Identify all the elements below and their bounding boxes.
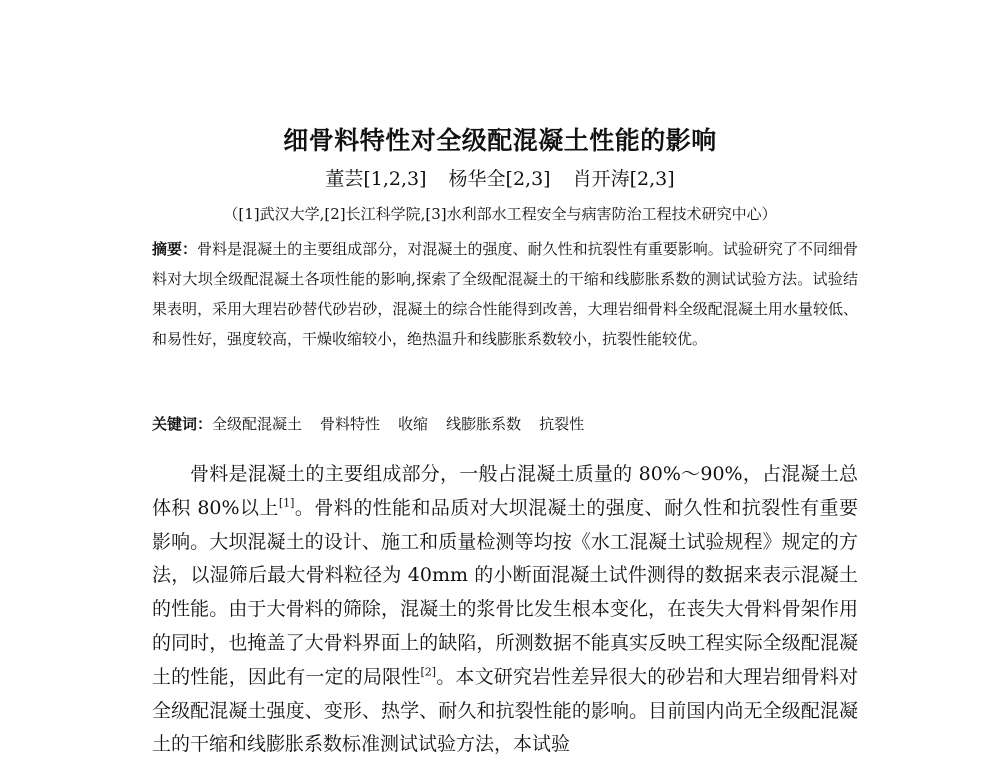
paper-title: 细骨料特性对全级配混凝土性能的影响 [283,126,717,155]
keyword: 抗裂性 [539,415,585,433]
body-text-segment: 。骨料的性能和品质对大坝混凝土的强度、耐久性和抗裂性有重要影响。大坝混凝土的设计、施工和质量检测等均按《水工混凝土试验规程》规定的方法，以湿筛后最大骨料粒径为 40mm 的小断面混凝土试件测得的数据来表示混凝土的性能。由于大骨料的筛除，混凝土的浆骨比发生根本变化，在丧失大骨料骨架作用的同时，也掩盖了大骨料界面上的缺陷，所测数据不能真实反映工程实际全级配混凝土的性能，因此有一定的局限性 [152,496,858,688]
abstract-text: 骨料是混凝土的主要组成部分，对混凝土的强度、耐久性和抗裂性有重要影响。试验研究了不同细骨料对大坝全级配混凝土各项性能的影响,探索了全级配混凝土的干缩和线膨胀系数的测试试验方法。试验结果表明，采用大理岩砂替代砂岩砂，混凝土的综合性能得到改善，大理岩细骨料全级配混凝土用水量较低、和易性好，强度较高，干燥收缩较小，绝热温升和线膨胀系数较小，抗裂性能较优。 [152,240,858,348]
body-paragraph [152,458,858,761]
keyword: 收缩 [398,415,429,433]
affiliations: （[1]武汉大学,[2]长江科学院,[3]水利部水工程安全与病害防治工程技术研究中心） [223,205,777,223]
abstract [152,234,858,354]
author-3: 肖开涛[2,3] [572,168,675,190]
body-text-segment: 骨料是混凝土的主要组成部分，一般占混凝土质量的 80%～90%，占混凝土总体积 80%以上 [152,463,858,519]
keywords-label: 关键词： [152,415,213,433]
author-2: 杨华全[2,3] [448,168,551,190]
keyword: 骨料特性 [320,415,381,433]
keyword: 线膨胀系数 [446,415,522,433]
abstract-label: 摘要： [152,240,198,258]
keyword: 全级配混凝土 [212,415,303,433]
keywords [152,410,858,438]
citation-ref: [2] [420,665,437,679]
body-text-segment: 。本文研究岩性差异很大的砂岩和大理岩细骨料对全级配混凝土强度、变形、热学、耐久和抗裂性能的影响。目前国内尚无全级配混凝土的干缩和线膨胀系数标准测试试验方法，本试验 [152,665,858,756]
author-list [0,166,1000,192]
author-1: 董芸[1,2,3] [325,168,427,190]
citation-ref: [1] [278,496,295,510]
